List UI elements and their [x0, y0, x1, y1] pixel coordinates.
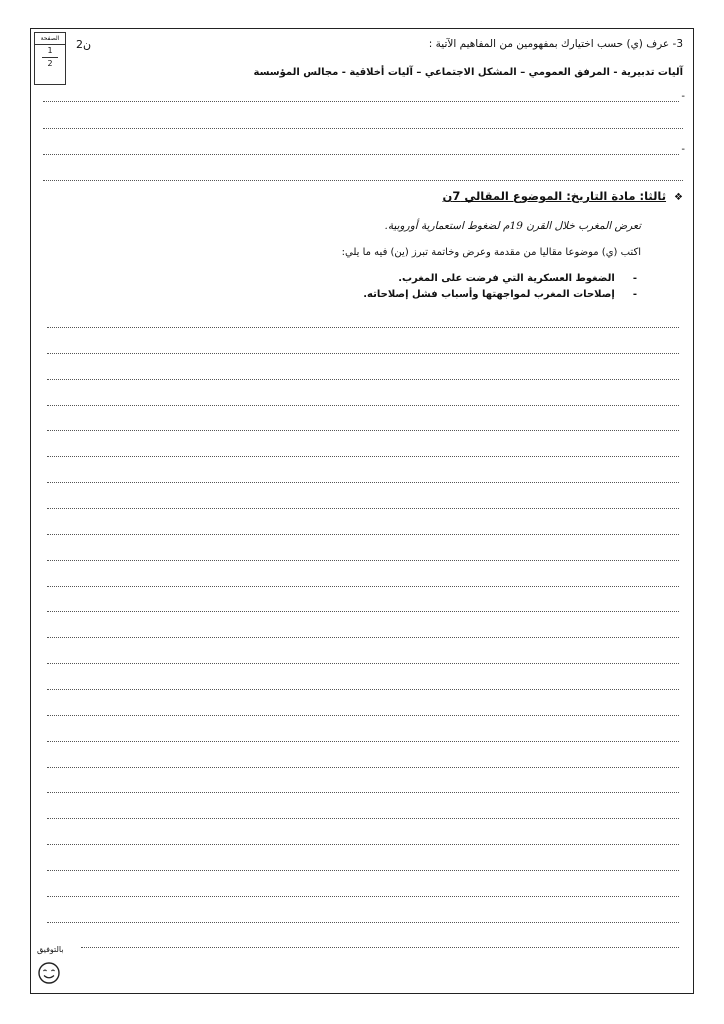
essay-line[interactable] [47, 353, 679, 354]
essay-line[interactable] [47, 560, 679, 561]
essay-line[interactable] [47, 456, 679, 457]
smiley-face-icon [37, 961, 61, 985]
question3-prompt: 3- عرف (ي) حسب اختيارك بمفهومين من المفاهيم الآتية : [428, 38, 683, 50]
essay-line[interactable] [47, 715, 679, 716]
essay-line[interactable] [47, 327, 679, 328]
essay-line[interactable] [47, 405, 679, 406]
page-total: 2 [47, 59, 53, 68]
essay-line[interactable] [47, 611, 679, 612]
page-number-box [34, 32, 66, 85]
history-section-title [443, 189, 684, 203]
essay-line[interactable] [47, 844, 679, 845]
answer-line[interactable] [43, 101, 679, 102]
history-bullet [363, 289, 637, 300]
essay-line[interactable] [47, 508, 679, 509]
essay-line[interactable] [47, 818, 679, 819]
history-instruction: اكتب (ي) موضوعا مقاليا من مقدمة وعرض وخاتمة تبرز (ين) فيه ما يلي: [341, 247, 641, 258]
page-box-header: الصفحة [35, 33, 65, 45]
bullet-dash: - [632, 273, 637, 284]
bullet-text: الضغوط العسكرية التي فرضت على المغرب. [398, 273, 615, 284]
essay-line[interactable] [47, 767, 679, 768]
essay-line[interactable] [47, 534, 679, 535]
essay-line[interactable] [47, 792, 679, 793]
essay-line[interactable] [47, 482, 679, 483]
essay-line[interactable] [47, 896, 679, 897]
essay-line[interactable] [47, 430, 679, 431]
history-bullet [398, 273, 637, 284]
essay-line[interactable] [47, 922, 679, 923]
answer-line[interactable] [43, 128, 683, 129]
essay-line[interactable] [47, 586, 679, 587]
essay-line[interactable] [47, 663, 679, 664]
exam-page [30, 28, 694, 994]
answer-line[interactable] [43, 180, 683, 181]
good-luck-text: بالتوفيق [37, 945, 64, 954]
bullet-text: إصلاحات المغرب لمواجهتها وأسباب فشل إصلاحاته. [363, 289, 615, 300]
essay-line[interactable] [81, 947, 679, 948]
question3-concepts: آليات تدبيرية - المرفق العمومي – المشكل الاجتماعي – آليات أخلاقية - مجالس المؤسسة [253, 67, 683, 78]
bullet-dash: - [632, 289, 637, 300]
essay-line[interactable] [47, 379, 679, 380]
essay-line[interactable] [47, 637, 679, 638]
question3-points: 2ن [76, 38, 92, 51]
answer-line[interactable] [43, 154, 679, 155]
answer-dash: - [681, 91, 685, 102]
diamond-bullet-icon: ❖ [674, 192, 683, 203]
essay-line[interactable] [47, 689, 679, 690]
history-title-text: ثالثا: مادة التاريخ: الموضوع المقالي 7ن [442, 189, 667, 203]
essay-line[interactable] [47, 870, 679, 871]
page-current: 1 [47, 46, 53, 55]
history-intro: تعرض المغرب خلال القرن 19م لضغوط استعمارية أوروبية. [384, 220, 641, 232]
answer-dash: - [681, 144, 685, 155]
essay-line[interactable] [47, 741, 679, 742]
